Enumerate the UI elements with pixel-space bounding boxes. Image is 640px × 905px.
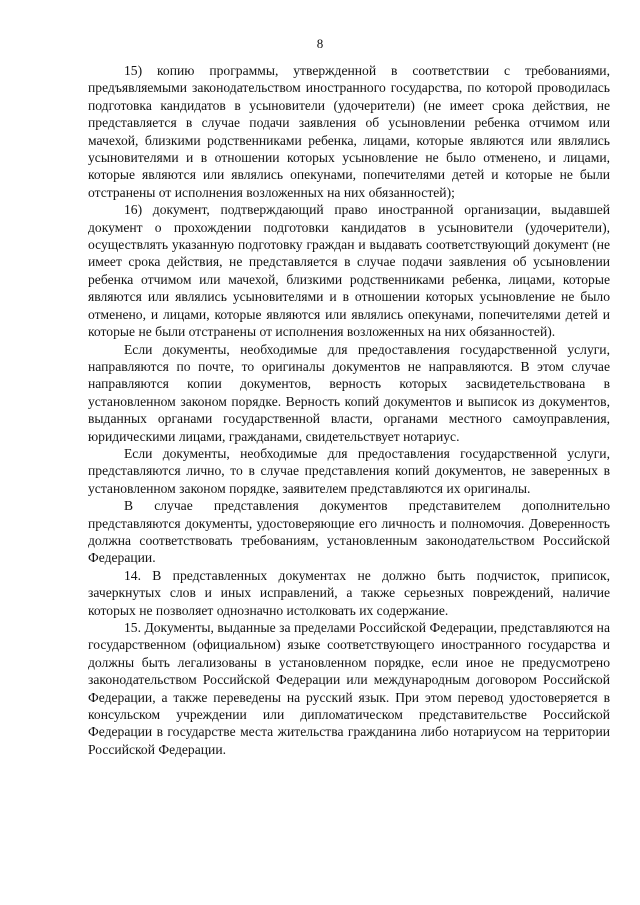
paragraph-item-16: 16) документ, подтверждающий право иностранной организации, выдавшей документ о прохождении подготовки кандидатов в усыновители (удочерители), осуществлять указанную подготовку граждан и выдавать соответствующий документ (не имеет срока действия, не представляется в случае подачи заявления об усыновлении ребенка отчимом или мачехой, близкими родственниками ребенка, лицами, которые являются или являлись усыновителями и в отношении которых усыновление не было отменено, и лицами, которые являются или являлись опекунами, попечителями детей и которые не были отстранены от исполнения возложенных на них обязанностей). bbox=[88, 202, 610, 340]
document-body bbox=[88, 62, 610, 758]
paragraph-section-15: 15. Документы, выданные за пределами Российской Федерации, представляются на государственном (официальном) языке соответствующего иностранного государства и должны быть легализованы в установленном порядке, если иное не предусмотрено законодательством Российской Федерации или международным договором Российской Федерации, а также переведены на русский язык. При этом перевод удостоверяется в консульском учреждении или дипломатическом представительстве Российской Федерации в государстве места жительства гражданина либо нотариусом на территории Российской Федерации. bbox=[88, 620, 610, 757]
paragraph-representative: В случае представления документов представителем дополнительно представляются документы, удостоверяющие его личность и полномочия. Доверенность должна соответствовать требованиям, установленным законодательством Российской Федерации. bbox=[88, 498, 610, 566]
paragraph-personal-submission: Если документы, необходимые для предоставления государственной услуги, представляются лично, то в случае представления копий документов, не заверенных в установленном законом порядке, заявителем представляются их оригиналы. bbox=[88, 445, 610, 496]
paragraph-item-15: 15) копию программы, утвержденной в соответствии с требованиями, предъявляемыми законодательством иностранного государства, по которой проводилась подготовка кандидатов в усыновители (удочерители) (не имеет срока действия, не представляется в случае подачи заявления об усыновлении ребенка отчимом или мачехой, близкими родственниками ребенка, лицами, которые являются или являлись усыновителями и в отношении которых усыновление не было отменено, и лицами, которые являются или являлись опекунами, попечителями детей и которые не были отстранены от исполнения возложенных на них обязанностей); bbox=[88, 63, 610, 200]
page-number: 8 bbox=[316, 36, 324, 51]
paragraph-postal-submission: Если документы, необходимые для предоставления государственной услуги, направляются по почте, то оригиналы документов не направляются. В этом случае направляются копии документов, верность которых засвидетельствована в установленном законом порядке. Верность копий документов и выписок из документов, выданных органами государственной власти, органами местного самоуправления, юридическими лицами, гражданами, свидетельствует нотариус. bbox=[88, 341, 610, 444]
paragraph-section-14: 14. В представленных документах не должно быть подчисток, приписок, зачеркнутых слов и иных исправлений, а также серьезных повреждений, наличие которых не позволяет однозначно истолковать их содержание. bbox=[88, 567, 610, 618]
